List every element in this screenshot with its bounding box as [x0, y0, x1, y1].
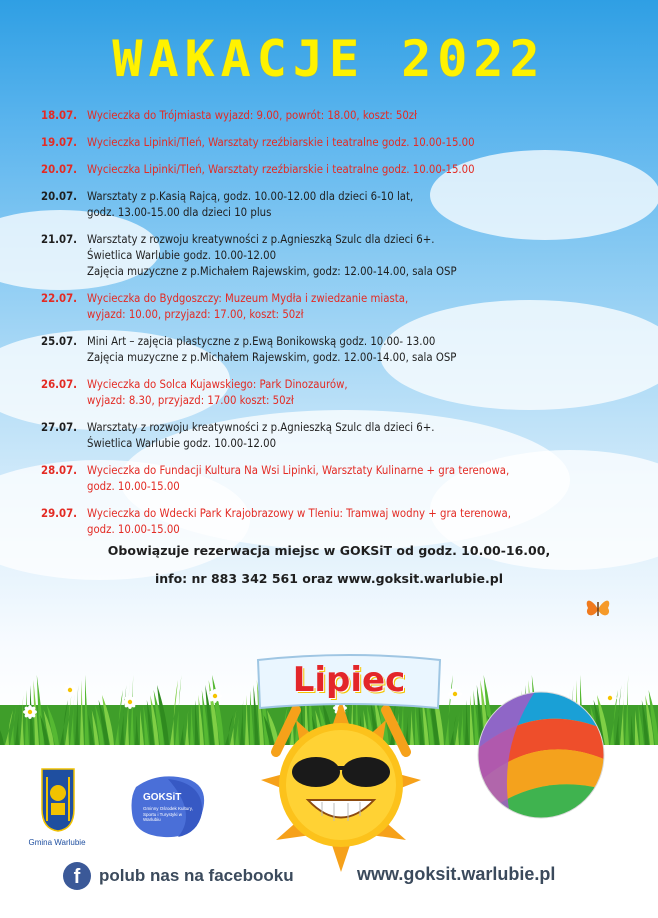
event-description — [87, 291, 631, 323]
event-line: godz. 10.00-15.00 — [87, 480, 180, 493]
event-date: 21.07. — [41, 233, 78, 246]
butterfly-icon — [584, 596, 612, 622]
event-item — [41, 506, 631, 538]
facebook-icon: f — [63, 862, 91, 890]
event-line: Wycieczka do Bydgoszczy: Muzeum Mydła i zwiedzanie miasta, — [87, 292, 409, 305]
event-date: 20.07. — [41, 163, 78, 176]
event-item — [41, 377, 631, 409]
gmina-label: Gmina Warlubie — [28, 838, 86, 847]
event-line: wyjazd: 8.30, przyjazd: 17.00 koszt: 50zł — [87, 394, 294, 407]
event-item — [41, 108, 631, 124]
event-line: Wycieczka do Fundacji Kultura Na Wsi Lipinki, Warsztaty Kulinarne + gra terenowa, — [87, 464, 510, 477]
event-line: wyjazd: 10.00, przyjazd: 17.00, koszt: 50zł — [87, 308, 304, 321]
event-date: 22.07. — [41, 292, 78, 305]
beach-ball-icon — [476, 690, 606, 820]
event-date: 19.07. — [41, 136, 78, 149]
event-date: 27.07. — [41, 421, 78, 434]
event-item — [41, 291, 631, 323]
goksit-subtitle: Gminny Ośrodek Kultury, Sportu i Turystyki w Warlubiu — [143, 806, 193, 822]
event-line: Świetlica Warlubie godz. 10.00-12.00 — [87, 437, 277, 450]
event-line: Warsztaty z rozwoju kreatywności z p.Agnieszką Szulc dla dzieci 6+. — [87, 233, 435, 246]
facebook-link[interactable] — [63, 862, 294, 890]
event-description — [87, 189, 631, 221]
event-item — [41, 463, 631, 495]
reservation-note: Obowiązuje rezerwacja miejsc w GOKSiT od godz. 10.00-16.00, — [107, 543, 551, 558]
event-line: Wycieczka do Wdecki Park Krajobrazowy w Tleniu: Tramwaj wodny + gra terenowa, — [87, 507, 511, 520]
event-date: 25.07. — [41, 335, 78, 348]
events-list — [41, 108, 631, 549]
event-description — [87, 420, 631, 452]
info-note: info: nr 883 342 561 oraz www.goksit.warlubie.pl — [154, 571, 504, 586]
event-item — [41, 189, 631, 221]
event-item — [41, 334, 631, 366]
event-line: Wycieczka Lipinki/Tleń, Warsztaty rzeźbiarskie i teatralne godz. 10.00-15.00 — [87, 136, 475, 149]
event-item — [41, 232, 631, 280]
event-line: Mini Art – zajęcia plastyczne z p.Ewą Bonikowską godz. 10.00- 13.00 — [87, 335, 436, 348]
gmina-crest-icon — [40, 767, 76, 833]
event-date: 18.07. — [41, 109, 78, 122]
event-line: Zajęcia muzyczne z p.Michałem Rajewskim, godz: 12.00-14.00, sala OSP — [87, 265, 457, 278]
event-line: godz. 13.00-15.00 dla dzieci 10 plus — [87, 206, 272, 219]
event-item — [41, 135, 631, 151]
event-line: Świetlica Warlubie godz. 10.00-12.00 — [87, 249, 277, 262]
event-line: Zajęcia muzyczne z p.Michałem Rajewskim, godz. 12.00-14.00, sala OSP — [87, 351, 457, 364]
event-date: 20.07. — [41, 190, 78, 203]
event-description — [87, 377, 631, 409]
goksit-name: GOKSiT — [143, 792, 182, 803]
event-description — [87, 135, 631, 151]
event-line: Warsztaty z p.Kasią Rajcą, godz. 10.00-12.00 dla dzieci 6-10 lat, — [87, 190, 414, 203]
event-line: Wycieczka do Solca Kujawskiego: Park Dinozaurów, — [87, 378, 348, 391]
website-link[interactable]: www.goksit.warlubie.pl — [357, 864, 556, 884]
event-item — [41, 420, 631, 452]
sign-label: Lipiec — [292, 660, 406, 700]
event-item — [41, 162, 631, 178]
event-line: Wycieczka do Trójmiasta wyjazd: 9.00, powrót: 18.00, koszt: 50zł — [87, 109, 417, 122]
event-description — [87, 108, 631, 124]
event-description — [87, 334, 631, 366]
event-description — [87, 463, 631, 495]
event-description — [87, 232, 631, 280]
event-description — [87, 162, 631, 178]
event-date: 29.07. — [41, 507, 78, 520]
event-line: godz. 10.00-15.00 — [87, 523, 180, 536]
event-line: Wycieczka Lipinki/Tleń, Warsztaty rzeźbiarskie i teatralne godz. 10.00-15.00 — [87, 163, 475, 176]
page-title: WAKACJE 2022 — [112, 30, 546, 88]
event-description — [87, 506, 631, 538]
event-date: 26.07. — [41, 378, 78, 391]
event-date: 28.07. — [41, 464, 78, 477]
facebook-label: polub nas na facebooku — [99, 866, 294, 885]
event-line: Warsztaty z rozwoju kreatywności z p.Agnieszką Szulc dla dzieci 6+. — [87, 421, 435, 434]
